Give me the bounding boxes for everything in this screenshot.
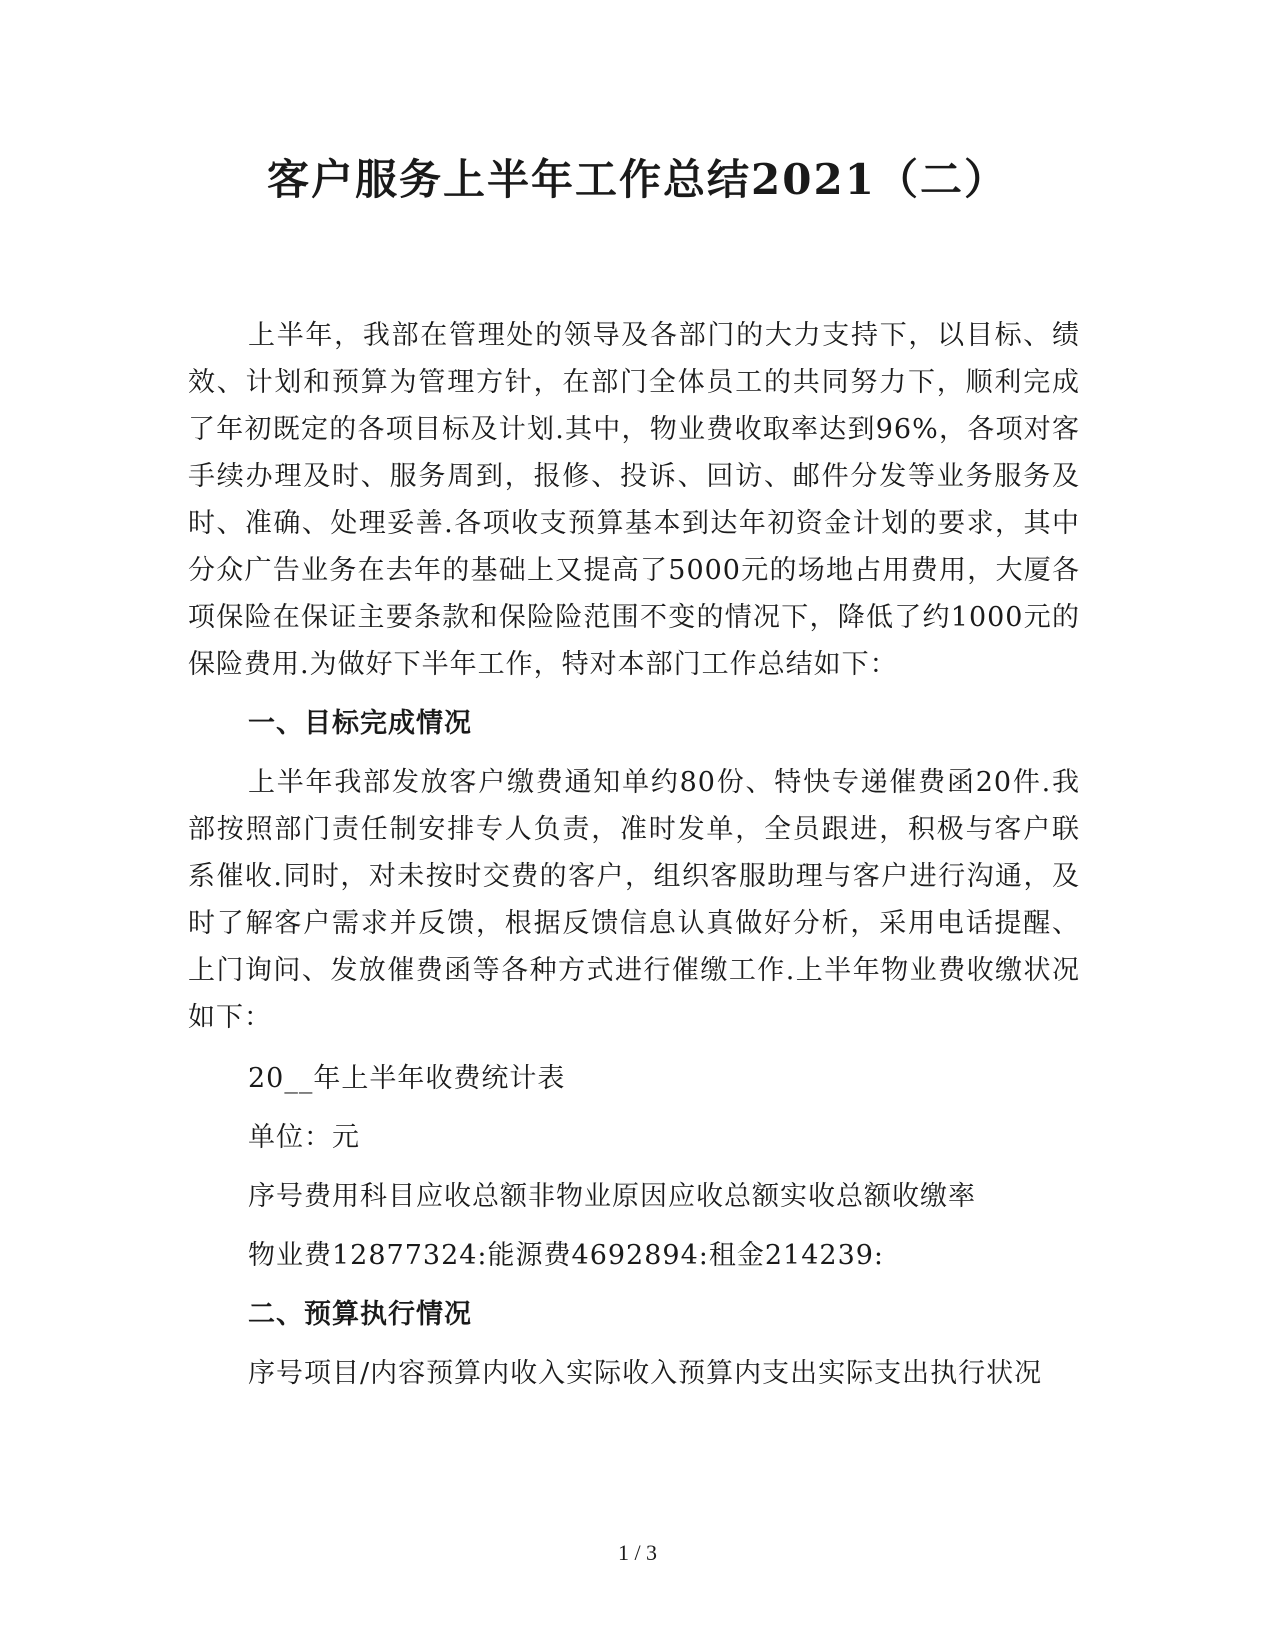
intro-paragraph: 上半年，我部在管理处的领导及各部门的大力支持下，以目标、绩效、计划和预算为管理方针，在部门全体员工的共同努力下，顺利完成了年初既定的各项目标及计划.其中，物业费收取率达到96%，各项对客手续办理及时、服务周到，报修、投诉、回访、邮件分发等业务服务及时、准确、处理妥善.各项收支预算基本到达年初资金计划的要求，其中分众广告业务在去年的基础上又提高了5000元的场地占用费用，大厦各项保险在保证主要条款和保险险范围不变的情况下，降低了约1000元的保险费用.为做好下半年工作，特对本部门工作总结如下： xyxy=(188,320,1080,680)
document-body xyxy=(188,312,1080,1397)
section1-paragraph: 上半年我部发放客户缴费通知单约80份、特快专递催费函20件.我部按照部门责任制安排专人负责，准时发单，全员跟进，积极与客户联系催收.同时，对未按时交费的客户，组织客服助理与客户进行沟通，及时了解客户需求并反馈，根据反馈信息认真做好分析，采用电话提醒、上门询问、发放催费函等各种方式进行催缴工作.上半年物业费收缴状况如下： xyxy=(188,767,1080,1033)
section2-heading: 二、预算执行情况 xyxy=(248,1299,472,1330)
section1-heading: 一、目标完成情况 xyxy=(248,708,472,739)
fee-table-title: 20__年上半年收费统计表 xyxy=(248,1063,566,1094)
fee-table-row: 物业费12877324:能源费4692894:租金214239: xyxy=(248,1240,885,1271)
budget-table-header: 序号项目/内容预算内收入实际收入预算内支出实际支出执行状况 xyxy=(248,1358,1043,1389)
page-number: 1 / 3 xyxy=(617,1540,658,1565)
fee-table-unit: 单位：元 xyxy=(248,1122,360,1153)
fee-table-header: 序号费用科目应收总额非物业原因应收总额实收总额收缴率 xyxy=(248,1181,976,1212)
document-title: 客户服务上半年工作总结2021（二） xyxy=(267,155,1008,204)
